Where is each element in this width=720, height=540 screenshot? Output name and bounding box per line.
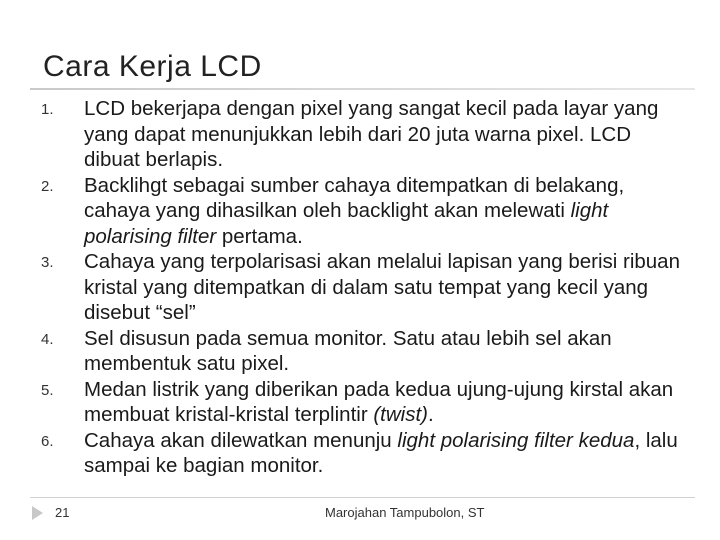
author-name: Marojahan Tampubolon, ST bbox=[325, 505, 485, 520]
list-item-text bbox=[84, 429, 678, 478]
list-item-number: 6. bbox=[41, 432, 54, 450]
text-segment: Cahaya yang terpolarisasi akan melalui lapisan yang berisi ribuan kristal yang ditempatkan di dalam satu tempat yang kecil yang disebut “sel” bbox=[84, 250, 680, 324]
italic-term: light polarising filter kedua bbox=[397, 428, 635, 452]
list-item-number: 2. bbox=[41, 177, 54, 195]
list-item-number: 4. bbox=[41, 330, 54, 348]
list-item-text bbox=[84, 250, 680, 324]
text-segment: Backlihgt sebagai sumber cahaya ditempatkan di belakang, cahaya yang dihasilkan oleh backlight akan melewati bbox=[84, 173, 625, 222]
list-item-number: 3. bbox=[41, 254, 54, 271]
triangle-bullet-icon bbox=[32, 506, 43, 520]
title-divider bbox=[30, 88, 695, 90]
list-item bbox=[40, 377, 680, 428]
text-segment: , lalu sampai ke bagian monitor. bbox=[84, 428, 678, 477]
list-item bbox=[40, 326, 680, 377]
page-number: 21 bbox=[55, 505, 70, 520]
text-segment: Sel disusun pada semua monitor. Satu atau lebih sel akan membentuk satu pixel. bbox=[84, 326, 612, 375]
list-item-text bbox=[84, 97, 658, 171]
numbered-list bbox=[40, 96, 680, 479]
text-segment: pertama. bbox=[216, 224, 303, 248]
list-item bbox=[40, 428, 680, 479]
italic-term: light polarising filter bbox=[84, 199, 609, 248]
italic-term: (twist) bbox=[373, 403, 428, 426]
text-segment: Cahaya akan dilewatkan menunju bbox=[84, 428, 398, 452]
list-item bbox=[40, 96, 680, 173]
footer-divider bbox=[30, 497, 695, 498]
text-segment: Medan listrik yang diberikan pada kedua ujung-ujung kirstal akan membuat kristal-kristal terplintir bbox=[84, 377, 674, 426]
list-item bbox=[40, 249, 680, 326]
list-item-number: 1. bbox=[41, 101, 54, 118]
list-item-text bbox=[84, 327, 612, 376]
list-item-text bbox=[84, 378, 673, 427]
list-item-text bbox=[84, 174, 624, 248]
text-segment: . bbox=[428, 403, 434, 426]
list-item bbox=[40, 173, 680, 250]
list-item-number: 5. bbox=[41, 381, 54, 399]
text-segment: LCD bekerjapa dengan pixel yang sangat kecil pada layar yang yang dapat menunjukkan lebih dari 20 juta warna pixel. LCD dibuat berlapis. bbox=[84, 97, 659, 171]
slide-title: Cara Kerja LCD bbox=[43, 50, 262, 83]
